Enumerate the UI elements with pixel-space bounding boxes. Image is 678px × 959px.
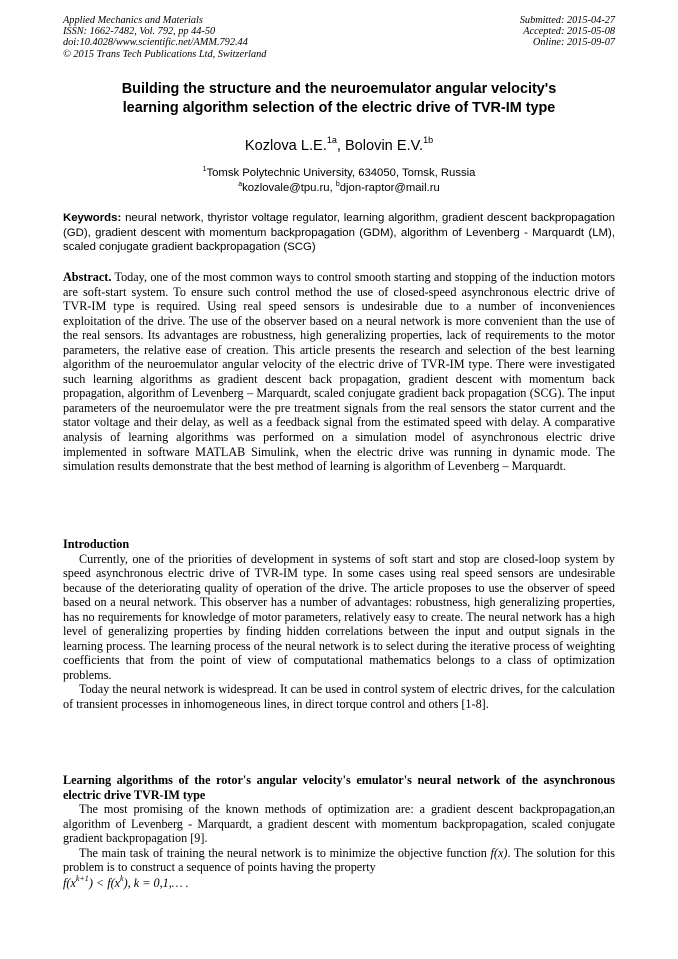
learning-paragraph-2 — [63, 846, 615, 875]
author-list — [63, 137, 615, 155]
keywords-label: Keywords: — [63, 212, 122, 224]
author-2-affil: 1b — [423, 135, 434, 145]
abstract-text: Today, one of the most common ways to control smooth starting and stopping of the induction motors are soft-start system. To ensure such control method the use of closed-speed asynchronous electric drive of TVR-IM type is required. Using real speed sensors is undesirable due to a number of inconveniences exploitation of the drive. The use of the observer based on a neural network is more convenient than the use of the real sensors. Its advantages are robustness, high generalizing properties, lack of requirements to the motor parameters, the relative ease of creation. This article presents the research and selection of the best learning algorithm of the neuroemulator angular velocity of the electric drive of TVR-IM type. There were investigated such learning algorithms as gradient descent back propagation, gradient descent with momentum back propagation, algorithm of Levenberg – Marquardt, scaled conjugate gradient back propagation (SCG). The input parameters of the neuroemulator were the pre treatment signals from the real sensors the stator current and the stator voltage and their delay, as well as a feedback signal from the estimated speed with delay. A comparative analysis of learning algorithms was performed on a simulation model of asynchronous electric drive implemented in software MATLAB Simulink, when the electric drive was running in dynamic mode. The simulation results demonstrate that the best method of learning is algorithm of Levenberg – Marquardt. — [63, 270, 615, 474]
author-1-affil: 1a — [326, 135, 337, 145]
author-2: Bolovin E.V. — [344, 138, 424, 154]
objective-function: f(x) — [490, 845, 508, 860]
learning-heading: Learning algorithms of the rotor's angular velocity's emulator's neural network of the asynchronous electric drive TVR-IM type — [63, 773, 615, 802]
email-b-sup: b — [335, 180, 340, 188]
paper-title — [63, 80, 615, 117]
formula-part-c: ), k = 0,1,… . — [123, 875, 189, 890]
email-a[interactable]: kozlovale@tpu.ru, — [242, 181, 336, 194]
formula-part-b: ) < f(x — [88, 875, 121, 890]
formula-part-a: f(x — [63, 875, 76, 890]
keywords — [63, 211, 615, 255]
institution-line — [63, 166, 615, 181]
copyright: © 2015 Trans Tech Publications Ltd, Switzerland — [63, 48, 267, 60]
author-1: Kozlova L.E. — [244, 138, 327, 154]
email-a-sup: a — [238, 180, 243, 188]
submitted-date: Submitted: 2015-04-27 — [519, 15, 615, 26]
introduction-section — [63, 537, 615, 712]
author-separator: , — [336, 138, 345, 154]
para2-end: . The solution for this problem is to construct a sequence of points having the property — [63, 845, 615, 875]
sequence-formula — [63, 873, 615, 891]
institution-sup: 1 — [202, 166, 207, 173]
journal-issn: ISSN: 1662-7482, Vol. 792, pp 44-50 — [63, 26, 216, 38]
submission-dates — [520, 15, 615, 49]
title-line-2: learning algorithm selection of the electric drive of TVR-IM type — [122, 99, 556, 116]
email-line — [63, 181, 615, 196]
journal-name: Applied Mechanics and Materials — [63, 15, 203, 26]
formula-sup-2: k — [120, 873, 124, 883]
journal-info — [63, 15, 266, 60]
introduction-paragraph-2: Today the neural network is widespread. It can be used in control system of electric drives, for the calculation of transient processes in inhomogeneous lines, in direct torque control and others [1-8]. — [63, 682, 615, 712]
formula-sup-1: k+1 — [75, 873, 89, 883]
affiliation — [63, 166, 615, 195]
learning-section — [63, 773, 615, 890]
introduction-heading: Introduction — [63, 537, 130, 551]
online-date: Online: 2015-09-07 — [532, 37, 615, 49]
keywords-text: neural network, thyristor voltage regulator, learning algorithm, gradient descent backpropagation (GD), gradient descent with momentum backpropagation (GDM), algorithm of Levenberg - Marquardt (LM), scaled conjugate gradient backpropagation (SCG) — [63, 212, 615, 253]
abstract — [63, 270, 615, 474]
abstract-label: Abstract. — [63, 270, 112, 284]
introduction-paragraph-1: Currently, one of the priorities of development in systems of soft start and stop are closed-loop system by speed asynchronous electric drive of TVR-IM type. In some cases using real speed sensors are undesirable because of the deteriorating quality of operation of the drive. The article proposes to use the observer of speed based on a neural network. This observer has a number of advantages: robustness, high generalizing properties, has no requirements for knowledge of motor parameters, relatively easy to create. The neural network has a high level of generalizing properties by finding hidden correlations between the input and output signals in the learning process. The learning process of the neural network is to select during the iterative process of weighting coefficients that from the point of view of computational mathematics belongs to a class of optimization problems. — [63, 551, 615, 682]
email-b[interactable]: djon-raptor@mail.ru — [339, 181, 440, 194]
learning-paragraph-1: The most promising of the known methods of optimization are: a gradient descent backpropagation,an algorithm of Levenberg - Marquardt, a gradient descent with momentum backpropagation, scaled conjugate gradient backpropagation [9]. — [63, 802, 615, 846]
institution: Tomsk Polytechnic University, 634050, Tomsk, Russia — [206, 167, 476, 179]
journal-doi[interactable]: doi:10.4028/www.scientific.net/AMM.792.44 — [63, 37, 248, 49]
abstract-paragraph — [63, 270, 615, 474]
para2-start: The main task of training the neural network is to minimize the objective function — [79, 845, 491, 860]
title-line-1: Building the structure and the neuroemulator angular velocity's — [121, 81, 557, 97]
accepted-date: Accepted: 2015-05-08 — [523, 26, 615, 38]
